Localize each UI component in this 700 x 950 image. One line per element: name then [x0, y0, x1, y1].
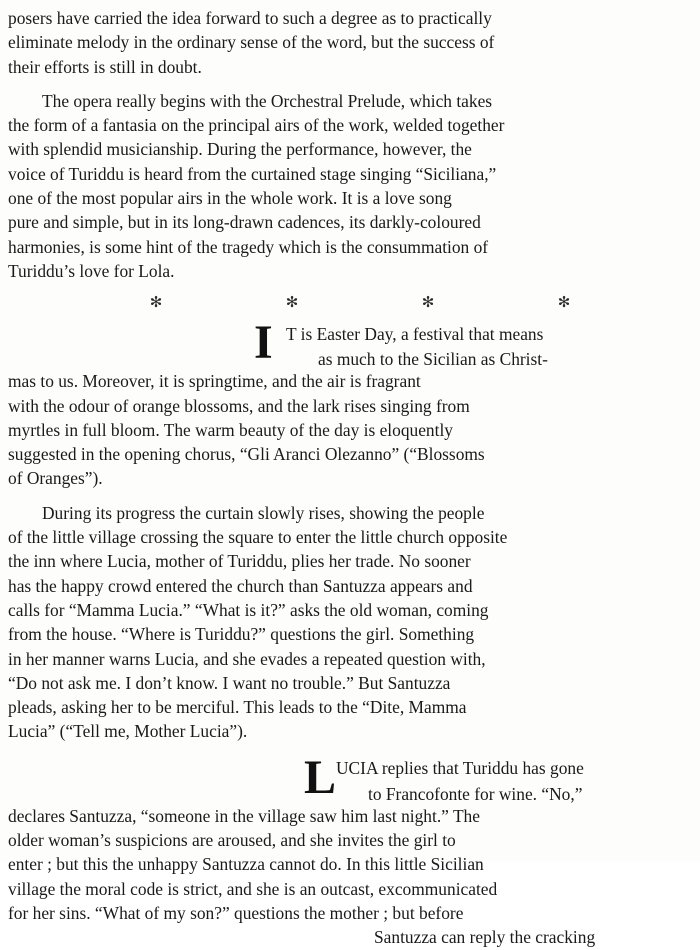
text-line: older woman’s suspicions are aroused, and she invites the girl to [8, 830, 456, 851]
asterisk-glyph-1: ✻ [149, 295, 163, 312]
text-line: suggested in the opening chorus, “Gli Aranci Olezanno” (“Blossoms [8, 444, 485, 465]
text-line: T is Easter Day, a festival that means [286, 324, 544, 345]
text-line: The opera really begins with the Orchestral Prelude, which takes [42, 90, 493, 111]
text-line: enter ; but this the unhappy Santuzza cannot do. In this little Sicilian [8, 854, 484, 875]
text-line: “Do not ask me. I don’t know. I want no trouble.” But Santuzza [8, 672, 451, 693]
asterisk-divider [8, 295, 692, 311]
text-line: calls for “Mamma Lucia.” “What is it?” asks the old woman, coming [8, 599, 489, 620]
text-line: to Francofonte for wine. “No,” [368, 783, 583, 804]
text-line: the inn where Lucia, mother of Turiddu, plies her trade. No sooner [8, 551, 471, 572]
text-line: as much to the Sicilian as Christ- [318, 349, 548, 370]
paragraph-gap [8, 79, 692, 89]
text-line: pleads, asking her to be merciful. This leads to the “Dite, Mamma [8, 697, 467, 718]
paragraph-opening [8, 6, 692, 79]
section-easter-day [8, 316, 692, 490]
text-line: with the odour of orange blossoms, and the lark rises singing from [8, 395, 470, 416]
text-line: for her sins. “What of my son?” questions the mother ; but before [8, 902, 464, 923]
dropcap-i: I [254, 316, 273, 370]
paragraph-gap [8, 744, 692, 754]
asterisk-glyph-4: ✻ [557, 295, 571, 312]
text-line: of Oranges”). [8, 468, 103, 489]
text-line: UCIA replies that Turiddu has gone [336, 757, 584, 778]
asterisk-glyph-2: ✻ [285, 295, 299, 312]
text-line: eliminate melody in the ordinary sense of the word, but the success of [8, 32, 495, 53]
text-line: harmonies, is some hint of the tragedy which is the consummation of [8, 236, 489, 257]
text-line: voice of Turiddu is heard from the curtained stage singing “Siciliana,” [8, 163, 497, 184]
text-line: the form of a fantasia on the principal airs of the work, welded together [8, 115, 505, 136]
text-line: with splendid musicianship. During the performance, however, the [8, 139, 472, 160]
text-line: mas to us. Moreover, it is springtime, and the air is fragrant [8, 371, 421, 392]
dropcap-l: L [304, 750, 337, 804]
text-line: Lucia” (“Tell me, Mother Lucia”). [8, 721, 248, 742]
text-line: Turiddu’s love for Lola. [8, 260, 175, 281]
text-column [8, 6, 692, 950]
text-line: village the moral code is strict, and she is an outcast, excommunicated [8, 878, 498, 899]
text-line: myrtles in full bloom. The warm beauty of the day is eloquently [8, 419, 453, 440]
paragraph-gap [8, 491, 692, 501]
text-line: of the little village crossing the square to enter the little church opposite [8, 527, 508, 548]
text-line: from the house. “Where is Turiddu?” questions the girl. Something [8, 624, 475, 645]
asterisk-glyph-3: ✻ [421, 295, 435, 312]
section-lucia [8, 750, 692, 950]
text-line: in her manner warns Lucia, and she evades a repeated question with, [8, 648, 486, 669]
text-line: has the happy crowd entered the church than Santuzza appears and [8, 575, 473, 596]
text-line: one of the most popular airs in the whole work. It is a love song [8, 188, 452, 209]
paragraph-curtain-rises [8, 501, 692, 744]
text-line: their efforts is still in doubt. [8, 56, 202, 77]
text-line-trailing: Santuzza can reply the cracking [374, 927, 596, 948]
text-line: During its progress the curtain slowly rises, showing the people [42, 502, 485, 523]
text-line: declares Santuzza, “someone in the village saw him last night.” The [8, 805, 480, 826]
text-line: pure and simple, but in its long-drawn cadences, its darkly-coloured [8, 212, 481, 233]
paragraph-prelude [8, 89, 692, 283]
text-line: posers have carried the idea forward to such a degree as to practically [8, 8, 492, 28]
